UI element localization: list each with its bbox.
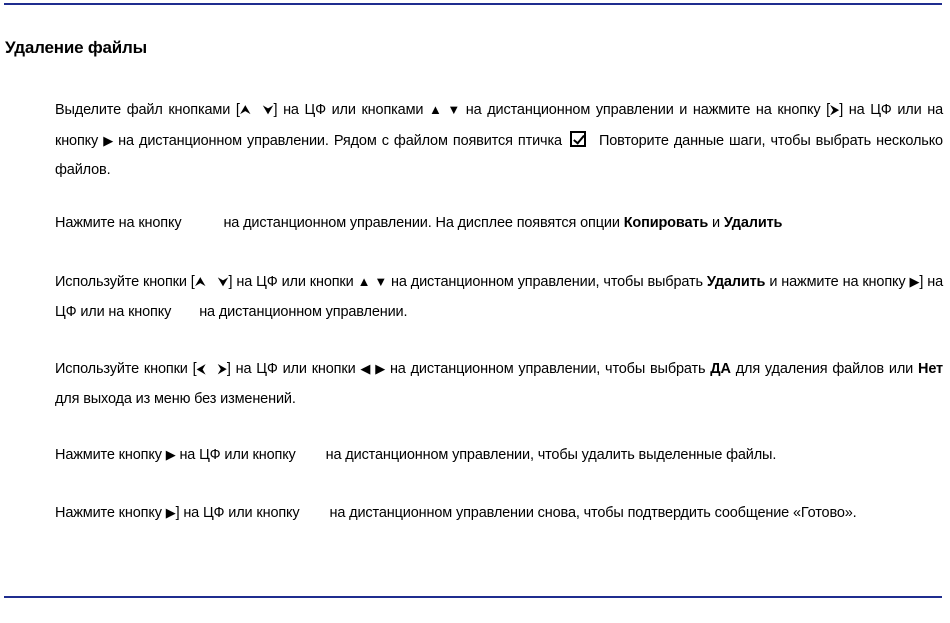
step4-text-a: Используйте кнопки [ — [55, 361, 197, 377]
option-delete-label: Удалить — [723, 215, 783, 231]
step-open-options — [55, 209, 943, 239]
arrow-up-icon: ⮝ — [194, 274, 206, 289]
step2-text-a: Нажмите на кнопку — [55, 215, 182, 231]
step1-text-c: на дистанционном управлении и нажмите на кнопку [ — [465, 102, 831, 118]
step4-text-c: на дистанционном управлении, чтобы выбрать — [389, 361, 706, 377]
top-divider — [4, 3, 942, 5]
step2-text-and: и — [711, 215, 720, 231]
step4-text-b: ] на ЦФ или кнопки — [226, 361, 356, 377]
step-select-file — [55, 95, 943, 186]
step5-text-b: на ЦФ или кнопку — [179, 447, 296, 463]
triangle-right-icon: ▶ — [909, 274, 920, 289]
step5-text-c: на дистанционном управлении, чтобы удалить выделенные файлы. — [325, 447, 777, 463]
triangle-down-icon: ▼ — [374, 274, 388, 289]
step1-text-f: Повторите данные шаги, чтобы выбрать несколько файлов. — [55, 132, 943, 178]
step1-text-d: ] на ЦФ или на кнопку — [55, 102, 943, 149]
triangle-up-icon: ▲ — [429, 102, 442, 117]
step-confirm-done — [55, 498, 943, 529]
step6-text-b: ] на ЦФ или кнопку — [175, 505, 300, 521]
step1-text-a: Выделите файл кнопками [ — [55, 102, 240, 118]
option-no-label: Нет — [918, 361, 943, 377]
step3-text-c: на дистанционном управлении, чтобы выбрать — [391, 274, 703, 290]
step3-text-b: ] на ЦФ или кнопки — [228, 274, 354, 290]
step3-text-d: и нажмите на кнопку — [769, 274, 906, 290]
step2-text-b: на дистанционном управлении. На дисплее появятся опции — [223, 215, 620, 231]
step4-text-e: для выхода из меню без изменений. — [55, 390, 296, 407]
triangle-left-icon: ◀ — [360, 361, 371, 376]
option-delete-label: Удалить — [706, 274, 766, 290]
step4-text-d: для удаления файлов или — [735, 361, 914, 377]
triangle-right-icon: ▶ — [165, 447, 176, 462]
step1-text-e: на дистанционном управлении. Рядом с файлом появится птичка — [118, 132, 562, 149]
step3-text-a: Используйте кнопки [ — [55, 274, 195, 290]
arrow-down-icon: ⮟ — [262, 102, 274, 117]
triangle-right-icon: ▶ — [375, 361, 386, 376]
option-copy-label: Копировать — [623, 215, 709, 231]
step-confirm-yes-no — [55, 354, 943, 414]
step6-text-a: Нажмите кнопку — [55, 505, 162, 521]
step-choose-delete — [55, 267, 943, 327]
triangle-down-icon: ▼ — [447, 102, 461, 117]
step5-text-a: Нажмите кнопку — [55, 447, 162, 463]
arrow-right-icon: ⮞ — [830, 102, 840, 117]
step-delete-files — [55, 440, 943, 471]
step6-text-c: на дистанционном управлении снова, чтобы подтвердить сообщение «Готово». — [329, 505, 857, 521]
step3-text-f: на дистанционном управлении. — [199, 303, 408, 320]
step3-text-e: ] на ЦФ или на кнопку — [55, 274, 943, 320]
triangle-up-icon: ▲ — [357, 274, 371, 289]
section-title: Удаление файлы — [5, 38, 147, 57]
checkbox-checked-icon — [570, 131, 586, 147]
step1-text-b: ] на ЦФ или кнопками — [273, 102, 424, 118]
triangle-right-icon: ▶ — [103, 132, 114, 148]
arrow-up-icon: ⮝ — [239, 102, 251, 117]
arrow-right-icon: ⮞ — [217, 361, 227, 376]
arrow-down-icon: ⮟ — [217, 274, 229, 289]
arrow-left-icon: ⮜ — [196, 361, 206, 376]
bottom-divider — [4, 596, 942, 598]
option-yes-label: ДА — [710, 361, 731, 377]
triangle-right-icon: ▶ — [165, 505, 176, 520]
